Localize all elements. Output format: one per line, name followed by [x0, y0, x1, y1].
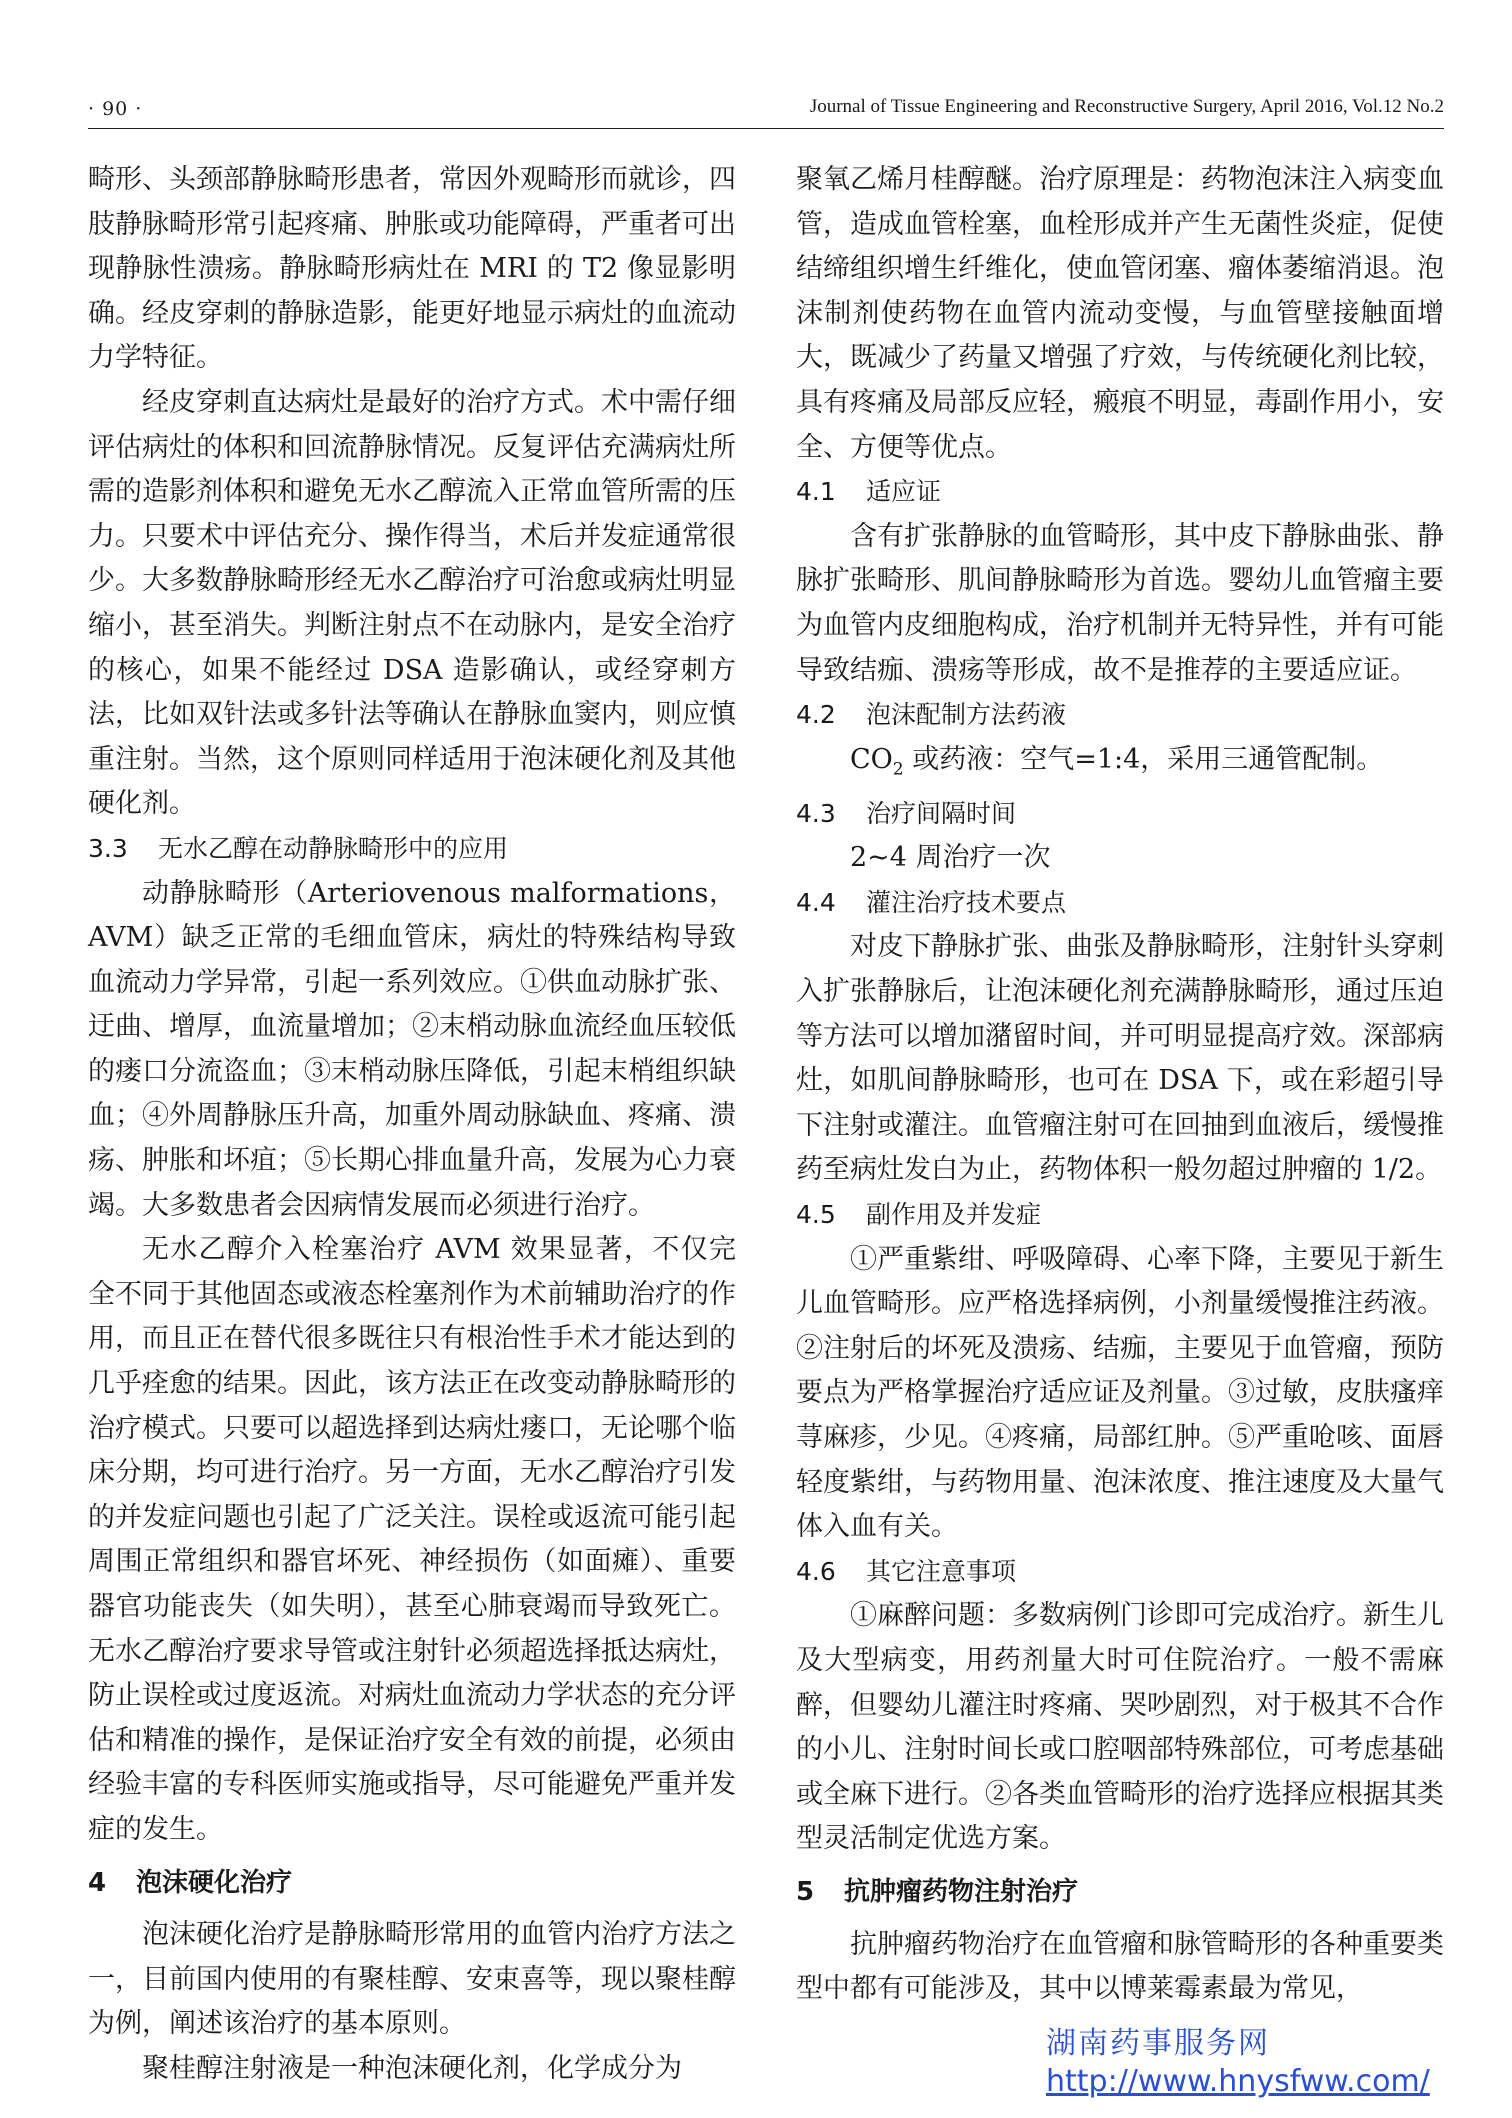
right-column — [796, 158, 1444, 2012]
journal-citation: Journal of Tissue Engineering and Reconstructive Surgery, April 2016, Vol.12 No.2 — [809, 96, 1444, 117]
section-title: 副作用及并发症 — [866, 1200, 1042, 1230]
subsection-heading-4-4 — [796, 881, 1444, 926]
section-number: 4.6 — [796, 1556, 836, 1586]
co2-text: CO — [850, 743, 893, 775]
section-title: 其它注意事项 — [866, 1556, 1017, 1586]
paragraph: 2~4 周治疗一次 — [850, 842, 1051, 874]
subsection-heading-4-5 — [796, 1193, 1444, 1238]
section-number: 5 — [796, 1876, 815, 1907]
formula-line — [796, 738, 1444, 792]
subsection-heading-4-3 — [796, 792, 1444, 837]
paragraph: 畸形、头颈部静脉畸形患者，常因外观畸形而就诊，四肢静脉畸形常引起疼痛、肿胀或功能障碍，严重者可出现静脉性溃疡。静脉畸形病灶在 MRI 的 T2 像显影明确。经皮穿刺的静脉造影，能更好地显示病灶的血流动力学特征。 — [88, 164, 736, 374]
subsection-heading-4-1 — [796, 470, 1444, 515]
section-heading-4 — [88, 1861, 736, 1906]
section-title: 泡沫配制方法药液 — [866, 700, 1067, 730]
paragraph: 泡沫硬化治疗是静脉畸形常用的血管内治疗方法之一，目前国内使用的有聚桂醇、安束喜等，现以聚桂醇为例，阐述该治疗的基本原则。 — [88, 1919, 736, 2040]
section-number: 4 — [88, 1867, 107, 1898]
subscript: 2 — [892, 759, 904, 780]
ratio-text: 或药液：空气=1:4，采用三通管配制。 — [903, 743, 1384, 775]
paragraph: 聚桂醇注射液是一种泡沫硬化剂，化学成分为 — [142, 2052, 682, 2084]
paragraph: ①麻醉问题：多数病例门诊即可完成治疗。新生儿及大型病变，用药剂量大时可住院治疗。一般不需麻醉，但婴幼儿灌注时疼痛、哭吵剧烈，对于极其不合作的小儿、注射时间长或口腔咽部特殊部位，可考虑基础或全麻下进行。②各类血管畸形的治疗选择应根据其类型灵活制定优选方案。 — [796, 1600, 1444, 1855]
section-title: 治疗间隔时间 — [866, 798, 1017, 828]
paragraph: 含有扩张静脉的血管畸形，其中皮下静脉曲张、静脉扩张畸形、肌间静脉畸形为首选。婴幼儿血管瘤主要为血管内皮细胞构成，治疗机制并无特异性，并有可能导致结痂、溃疡等形成，故不是推荐的主要适应证。 — [796, 520, 1444, 686]
paragraph: 对皮下静脉扩张、曲张及静脉畸形，注射针头穿刺入扩张静脉后，让泡沫硬化剂充满静脉畸形，通过压迫等方法可以增加潴留时间，并可明显提高疗效。深部病灶，如肌间静脉畸形，也可在 DSA 下，或在彩超引导下注射或灌注。血管瘤注射可在回抽到血液后，缓慢推药至病灶发白为止，药物体积一般勿超过肿瘤的 1/2。 — [796, 931, 1444, 1186]
section-title: 泡沫硬化治疗 — [136, 1867, 293, 1898]
section-number: 4.1 — [796, 477, 836, 507]
section-number: 4.3 — [796, 798, 836, 828]
section-title: 抗肿瘤药物注射治疗 — [844, 1876, 1079, 1907]
section-title: 无水乙醇在动静脉畸形中的应用 — [158, 833, 509, 863]
paragraph: 无水乙醇介入栓塞治疗 AVM 效果显著，不仅完全不同于其他固态或液态栓塞剂作为术前辅助治疗的作用，而且正在替代很多既往只有根治性手术才能达到的几乎痊愈的结果。因此，该方法正在改变动静脉畸形的治疗模式。只要可以超选择到达病灶瘘口，无论哪个临床分期，均可进行治疗。另一方面，无水乙醇治疗引发的并发症问题也引起了广泛关注。误栓或返流可能引起周围正常组织和器官坏死、神经损伤（如面瘫）、重要器官功能丧失（如失明），甚至心肺衰竭而导致死亡。无水乙醇治疗要求导管或注射针必须超选择抵达病灶，防止误栓或过度返流。对病灶血流动力学状态的充分评估和精准的操作，是保证治疗安全有效的前提，必须由经验丰富的专科医师实施或指导，尽可能避免严重并发症的发生。 — [88, 1234, 736, 1845]
paragraph: 经皮穿刺直达病灶是最好的治疗方式。术中需仔细评估病灶的体积和回流静脉情况。反复评估充满病灶所需的造影剂体积和避免无水乙醇流入正常血管所需的压力。只要术中评估充分、操作得当，术后并发症通常很少。大多数静脉畸形经无水乙醇治疗可治愈或病灶明显缩小，甚至消失。判断注射点不在动脉内，是安全治疗的核心，如果不能经过 DSA 造影确认，或经穿刺方法，比如双针法或多针法等确认在静脉血窦内，则应慎重注射。当然，这个原则同样适用于泡沫硬化剂及其他硬化剂。 — [88, 386, 736, 820]
running-header — [88, 92, 1444, 129]
paragraph: 动静脉畸形（Arteriovenous malformations，AVM）缺乏正常的毛细血管床，病灶的特殊结构导致血流动力学异常，引起一系列效应。①供血动脉扩张、迂曲、增厚，血流量增加；②末梢动脉血流经血压较低的瘘口分流盗血；③末梢动脉压降低，引起末梢组织缺血；④外周静脉压升高，加重外周动脉缺血、疼痛、溃疡、肿胀和坏疽；⑤长期心排血量升高，发展为心力衰竭。大多数患者会因病情发展而必须进行治疗。 — [88, 877, 736, 1221]
section-number: 4.2 — [796, 700, 836, 730]
watermark-url[interactable]: http://www.hnysfww.com/ — [1046, 2064, 1430, 2099]
section-number: 4.4 — [796, 887, 836, 917]
section-number: 4.5 — [796, 1200, 836, 1230]
section-title: 适应证 — [866, 477, 942, 507]
paragraph: ①严重紫绀、呼吸障碍、心率下降，主要见于新生儿血管畸形。应严格选择病例，小剂量缓慢推注药液。②注射后的坏死及溃疡、结痂，主要见于血管瘤，预防要点为严格掌握治疗适应证及剂量。③过敏，皮肤瘙痒荨麻疹，少见。④疼痛，局部红肿。⑤严重呛咳、面唇轻度紫绀，与药物用量、泡沫浓度、推注速度及大量气体入血有关。 — [796, 1243, 1444, 1543]
subsection-heading-3-3 — [88, 827, 736, 872]
section-number: 3.3 — [88, 833, 128, 863]
subsection-heading-4-6 — [796, 1550, 1444, 1595]
paragraph: 聚氧乙烯月桂醇醚。治疗原理是：药物泡沫注入病变血管，造成血管栓塞，血栓形成并产生无菌性炎症，促使结缔组织增生纤维化，使血管闭塞、瘤体萎缩消退。泡沫制剂使药物在血管内流动变慢，与血管壁接触面增大，既减少了药量又增强了疗效，与传统硬化剂比较，具有疼痛及局部反应轻，瘢痕不明显，毒副作用小，安全、方便等优点。 — [796, 164, 1444, 463]
section-heading-5 — [796, 1870, 1444, 1915]
left-column — [88, 158, 736, 2092]
section-title: 灌注治疗技术要点 — [866, 887, 1067, 917]
watermark — [1046, 2018, 1430, 2099]
paragraph: 抗肿瘤药物治疗在血管瘤和脉管畸形的各种重要类型中都有可能涉及，其中以博莱霉素最为常见， — [796, 1928, 1444, 2005]
page-number: · 90 · — [88, 98, 143, 120]
watermark-name: 湖南药事服务网 — [1046, 2026, 1270, 2061]
subsection-heading-4-2 — [796, 693, 1444, 738]
